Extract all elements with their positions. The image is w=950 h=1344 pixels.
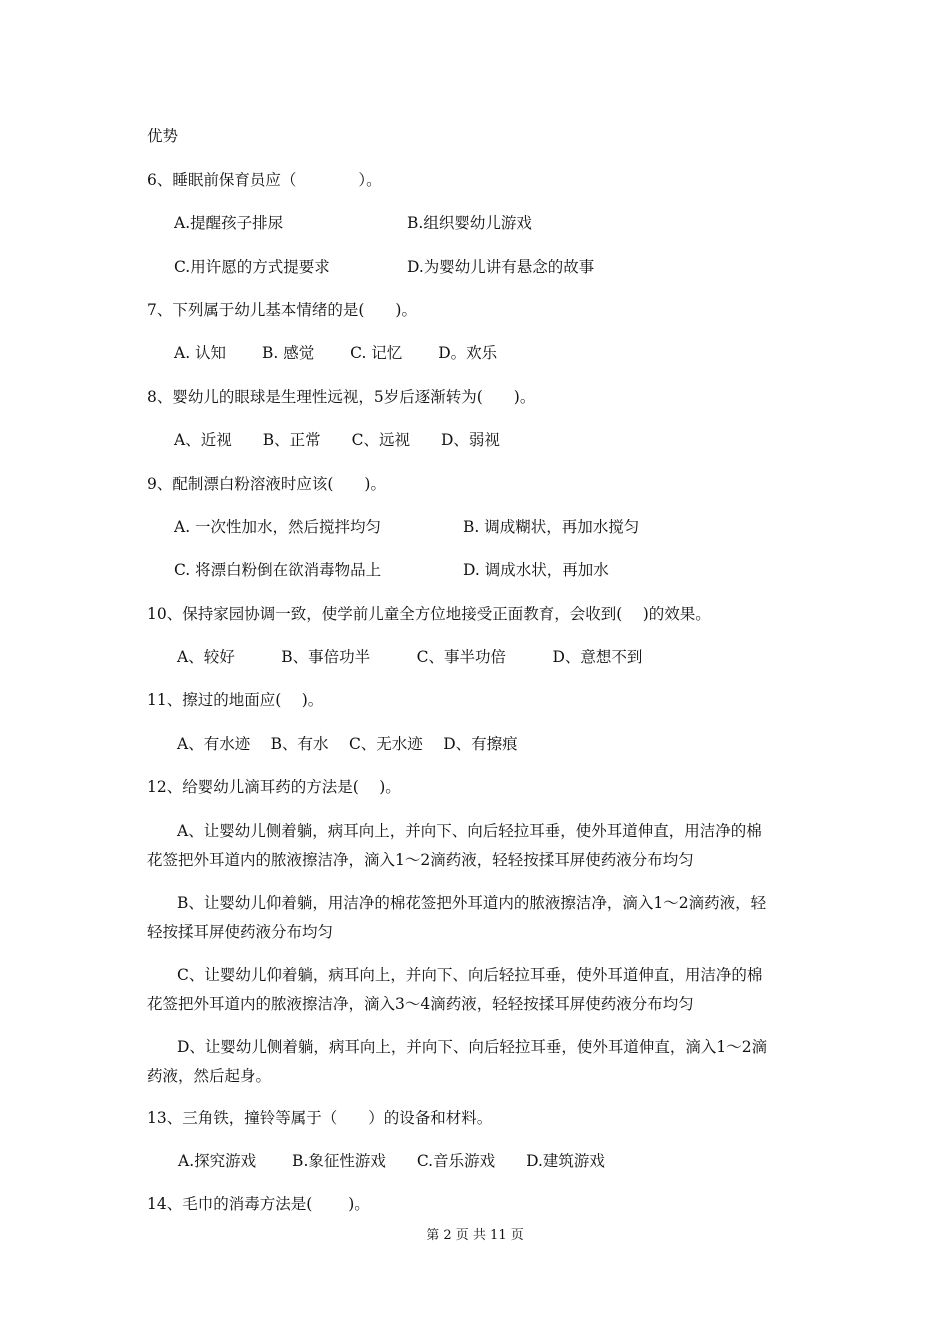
q12-option-b-line2: 轻按揉耳屏使药液分布均匀	[147, 923, 334, 941]
question-14: 14、毛巾的消毒方法是( )。	[147, 1195, 370, 1213]
q12-option-c-line1: C、让婴幼儿仰着躺，病耳向上，并向下、向后轻拉耳垂，使外耳道伸直，用洁净的棉	[177, 966, 763, 984]
question-7: 7、下列属于幼儿基本情绪的是( )。	[147, 301, 417, 319]
question-6: 6、睡眠前保育员应（ ）。	[147, 171, 382, 189]
q12-option-a-line1: A、让婴幼儿侧着躺，病耳向上，并向下、向后轻拉耳垂，使外耳道伸直，用洁净的棉	[177, 822, 762, 840]
q6-option-b: B.组织婴幼儿游戏	[407, 214, 532, 232]
q9-option-c: C. 将漂白粉倒在欲消毒物品上	[174, 561, 382, 579]
question-9: 9、配制漂白粉溶液时应该( )。	[147, 475, 386, 493]
continuation-text: 优势	[147, 127, 179, 145]
q12-option-a-line2: 花签把外耳道内的脓液擦洁净，滴入1～2滴药液，轻轻按揉耳屏使药液分布均匀	[147, 851, 694, 869]
page-number-footer: 第 2 页 共 11 页	[426, 1228, 524, 1243]
question-12: 12、给婴幼儿滴耳药的方法是( )。	[147, 778, 401, 796]
question-10: 10、保持家园协调一致，使学前儿童全方位地接受正面教育，会收到( )的效果。	[147, 605, 711, 623]
question-8: 8、婴幼儿的眼球是生理性远视，5岁后逐渐转为( )。	[147, 388, 536, 406]
q12-option-d-line1: D、让婴幼儿侧着躺，病耳向上，并向下、向后轻拉耳垂，使外耳道伸直，滴入1～2滴	[177, 1038, 768, 1056]
question-13: 13、三角铁，撞铃等属于（ ）的设备和材料。	[147, 1109, 493, 1127]
question-11: 11、擦过的地面应( )。	[147, 691, 324, 709]
q9-option-d: D. 调成水状，再加水	[463, 561, 609, 579]
q10-options: A、较好 B、事倍功半 C、事半功倍 D、意想不到	[177, 648, 643, 666]
q13-options: A.探究游戏 B.象征性游戏 C.音乐游戏 D.建筑游戏	[178, 1152, 605, 1170]
q12-option-b-line1: B、让婴幼儿仰着躺，用洁净的棉花签把外耳道内的脓液擦洁净，滴入1～2滴药液，轻	[177, 894, 767, 912]
q8-options: A、近视 B、正常 C、远视 D、弱视	[174, 431, 500, 449]
q6-option-c: C.用许愿的方式提要求	[174, 258, 330, 276]
q7-options: A. 认知 B. 感觉 C. 记忆 D。欢乐	[174, 344, 498, 362]
q9-option-b: B. 调成糊状，再加水搅匀	[463, 518, 640, 536]
q12-option-d-line2: 药液，然后起身。	[147, 1067, 272, 1085]
q11-options: A、有水迹 B、有水 C、无水迹 D、有擦痕	[177, 735, 518, 753]
q6-option-d: D.为婴幼儿讲有悬念的故事	[407, 258, 595, 276]
q6-option-a: A.提醒孩子排尿	[174, 214, 284, 232]
q12-option-c-line2: 花签把外耳道内的脓液擦洁净，滴入3～4滴药液，轻轻按揉耳屏使药液分布均匀	[147, 995, 694, 1013]
q9-option-a: A. 一次性加水，然后搅拌均匀	[174, 518, 382, 536]
